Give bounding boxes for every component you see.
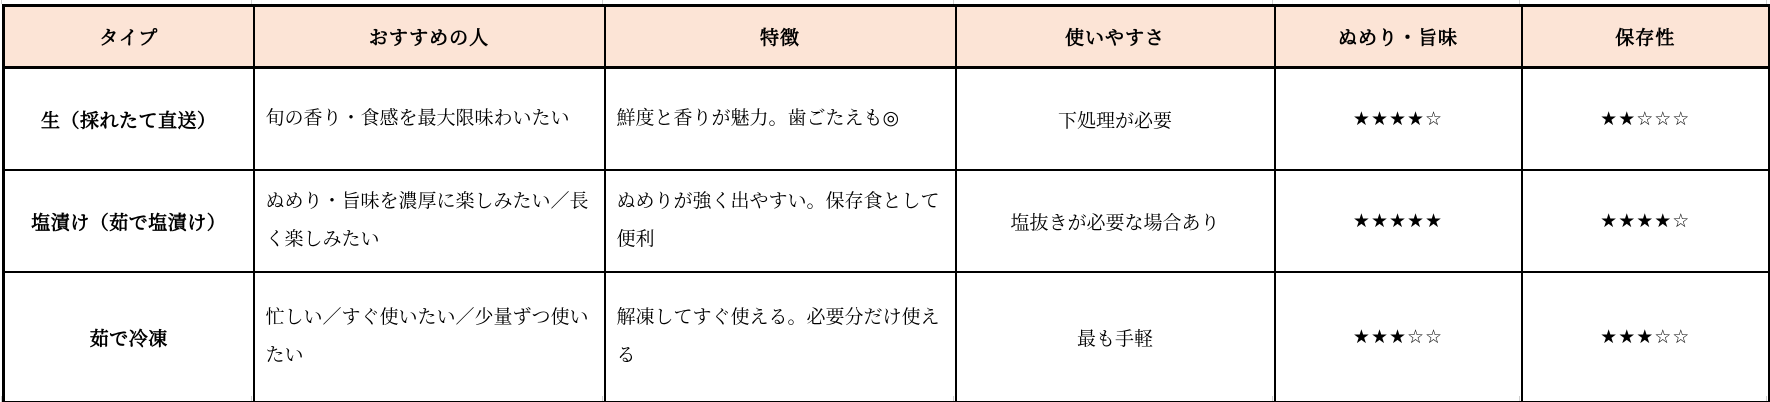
numeri-umami-rating: ★★★☆☆ xyxy=(1275,272,1522,402)
usability-cell: 下処理が必要 xyxy=(956,68,1275,171)
numeri-umami-rating: ★★★★★ xyxy=(1275,170,1522,272)
usability-cell: 最も手軽 xyxy=(956,272,1275,402)
recommended-cell: 忙しい／すぐ使いたい／少量ずつ使いたい xyxy=(254,272,605,402)
features-cell: ぬめりが強く出やすい。保存食として便利 xyxy=(605,170,956,272)
features-cell: 解凍してすぐ使える。必要分だけ使える xyxy=(605,272,956,402)
table-row-salted xyxy=(4,170,1770,272)
preservation-rating: ★★★☆☆ xyxy=(1522,272,1770,402)
header-cell-numeri-umami: ぬめり・旨味 xyxy=(1275,6,1522,68)
header-cell-features: 特徴 xyxy=(605,6,956,68)
header-cell-preservation: 保存性 xyxy=(1522,6,1770,68)
type-cell: 生（採れたて直送） xyxy=(4,68,254,171)
recommended-cell: ぬめり・旨味を濃厚に楽しみたい／長く楽しみたい xyxy=(254,170,605,272)
header-cell-type: タイプ xyxy=(4,6,254,68)
header-row xyxy=(4,6,1770,68)
table-row-raw xyxy=(4,68,1770,171)
preservation-rating: ★★★★☆ xyxy=(1522,170,1770,272)
usability-cell: 塩抜きが必要な場合あり xyxy=(956,170,1275,272)
type-cell: 塩漬け（茹で塩漬け） xyxy=(4,170,254,272)
preservation-rating: ★★☆☆☆ xyxy=(1522,68,1770,171)
numeri-umami-rating: ★★★★☆ xyxy=(1275,68,1522,171)
features-cell: 鮮度と香りが魅力。歯ごたえも◎ xyxy=(605,68,956,171)
type-cell: 茹で冷凍 xyxy=(4,272,254,402)
comparison-table xyxy=(2,4,1770,402)
header-cell-usability: 使いやすさ xyxy=(956,6,1275,68)
table-row-boiled-frozen xyxy=(4,272,1770,402)
header-cell-recommended: おすすめの人 xyxy=(254,6,605,68)
recommended-cell: 旬の香り・食感を最大限味わいたい xyxy=(254,68,605,171)
